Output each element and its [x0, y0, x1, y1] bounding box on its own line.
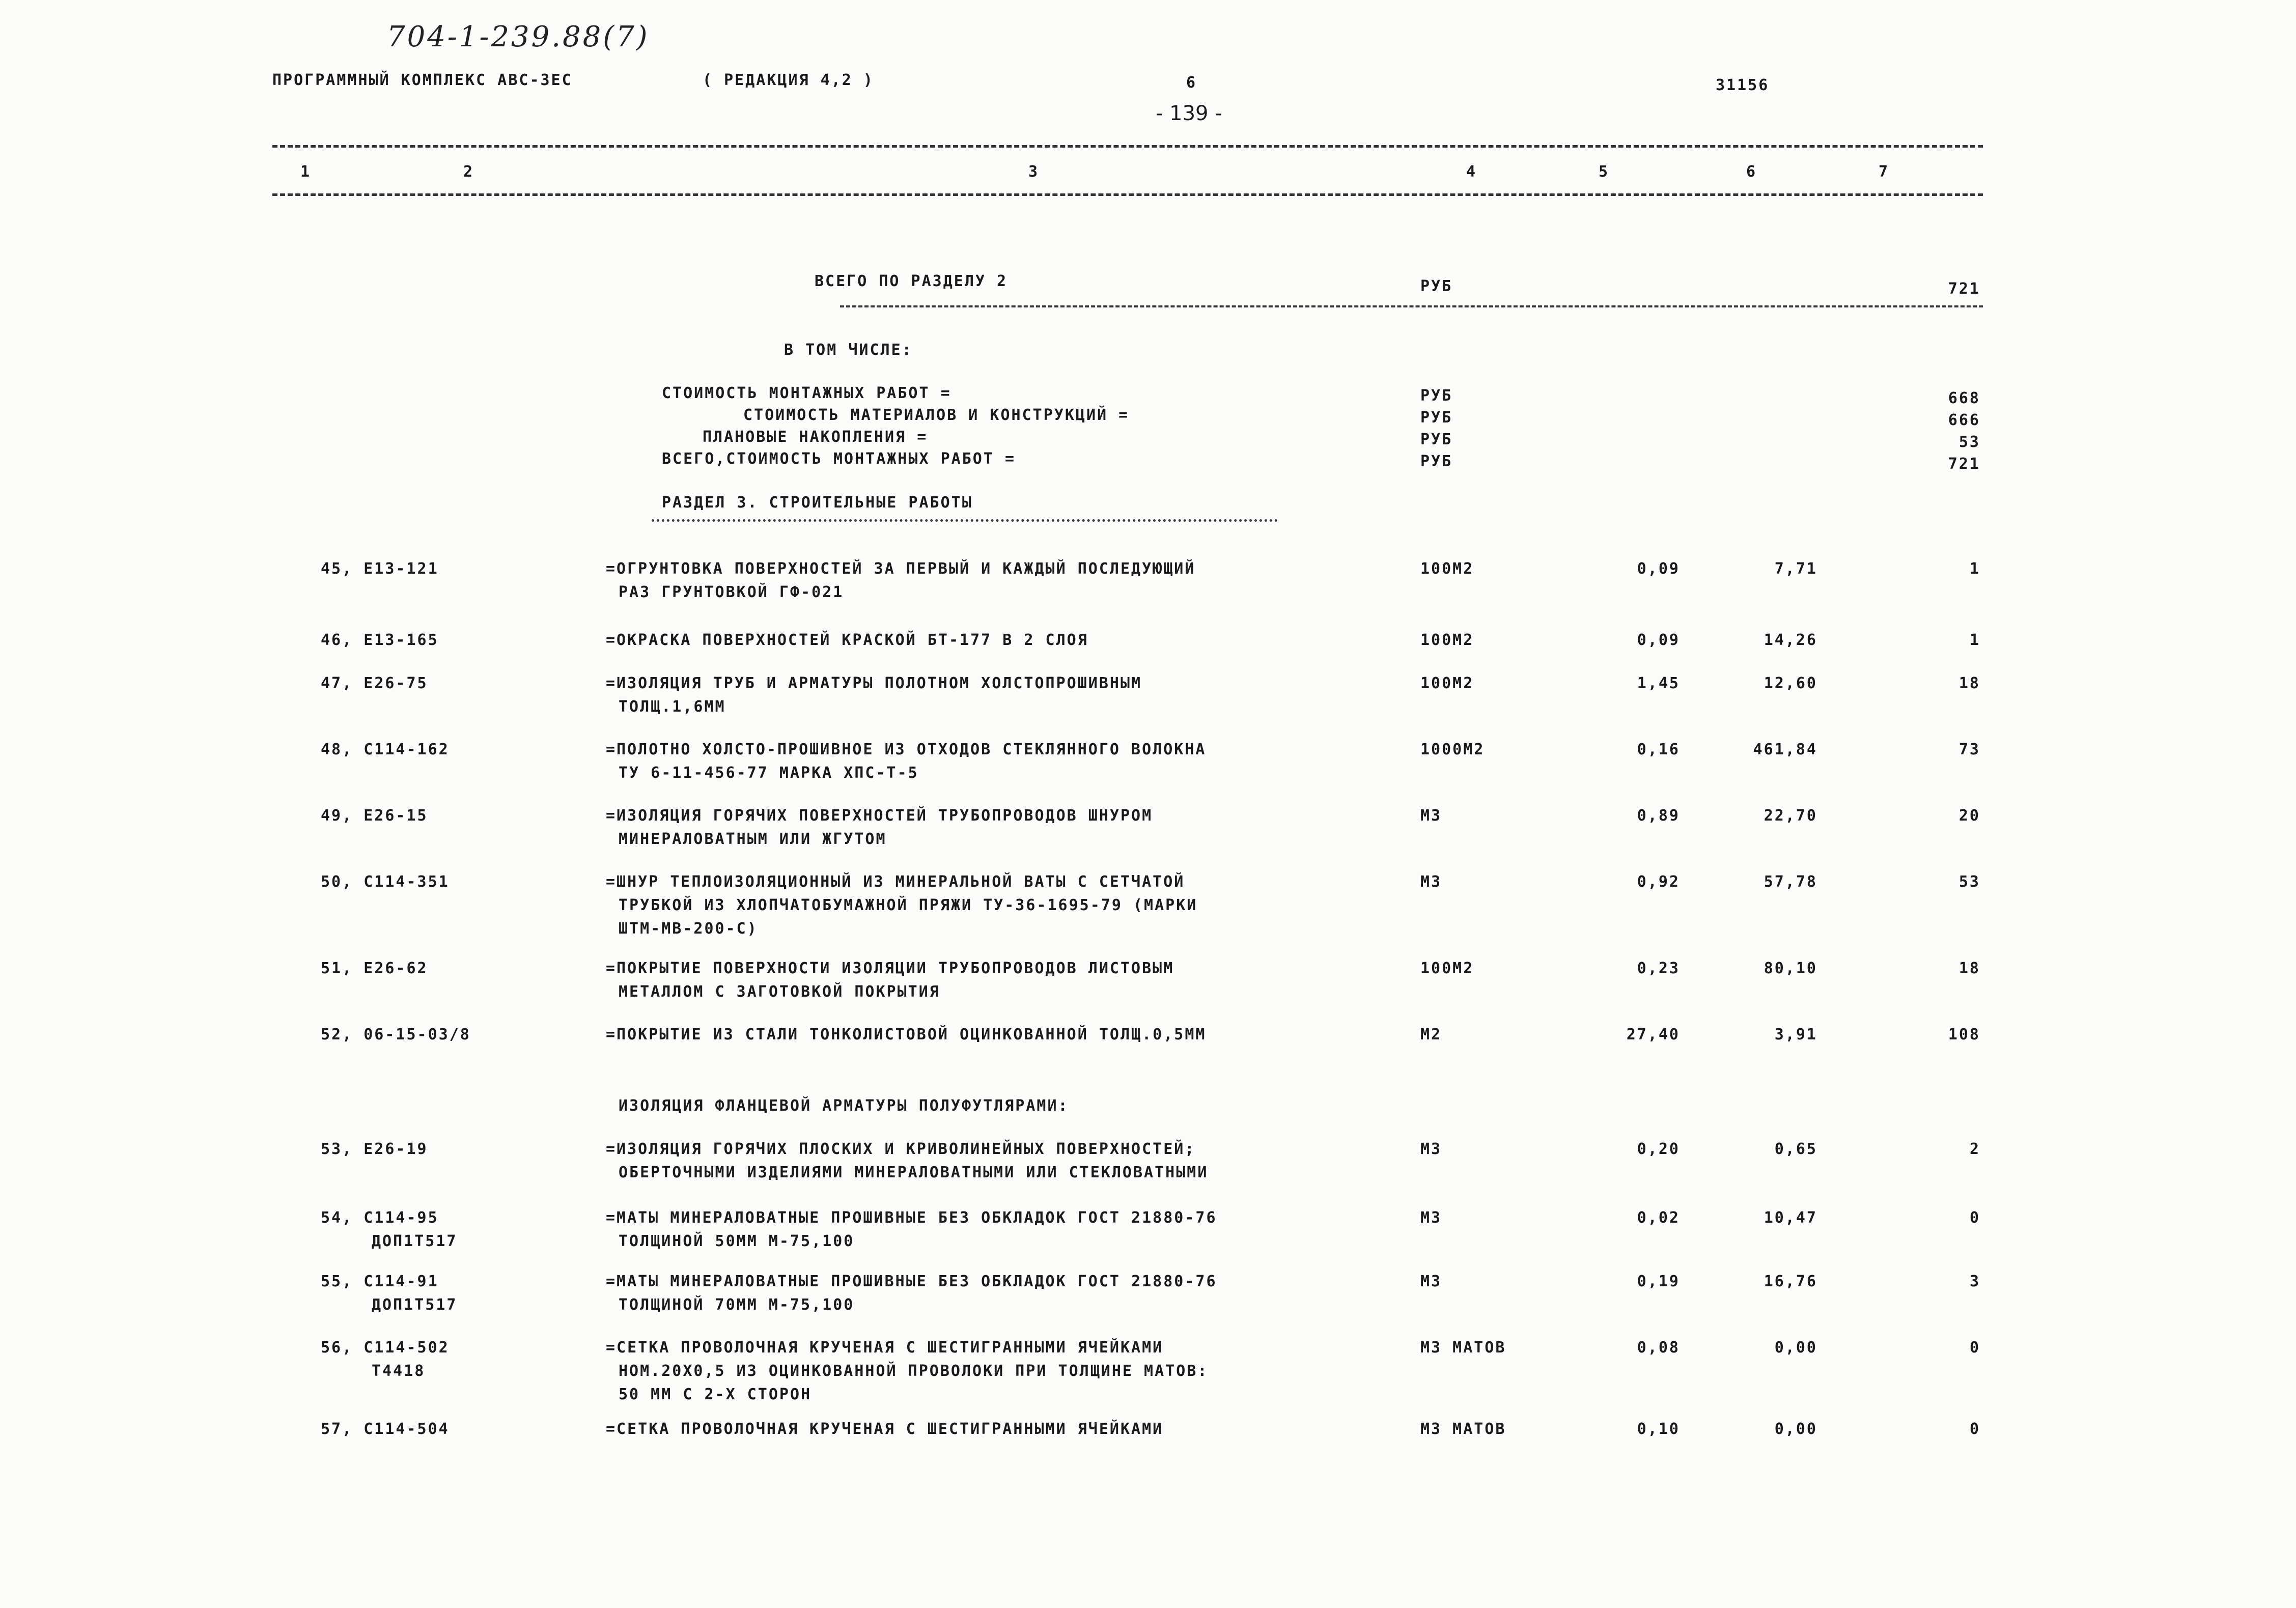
- item-unit: 100М2: [1420, 560, 1474, 578]
- section-title: РАЗДЕЛ 3. СТРОИТЕЛЬНЫЕ РАБОТЫ: [662, 494, 973, 512]
- column-number-5: 5: [1599, 163, 1608, 181]
- item-description-line: МИНЕРАЛОВАТНЫМ ИЛИ ЖГУТОМ: [619, 830, 887, 848]
- item-quantity: 0,09: [1637, 560, 1680, 578]
- item-unit: 100М2: [1420, 631, 1474, 649]
- section-total-value: 721: [1948, 280, 1980, 298]
- item-quantity: 0,92: [1637, 873, 1680, 891]
- item-quantity: 27,40: [1626, 1026, 1680, 1043]
- item-code: 45, Е13-121: [321, 560, 439, 578]
- header-rule-bottom: [272, 193, 1983, 196]
- item-code: 49, Е26-15: [321, 807, 428, 825]
- item-description-line: ТРУБКОЙ ИЗ ХЛОПЧАТОБУМАЖНОЙ ПРЯЖИ ТУ-36-1695-79 (МАРКИ: [619, 896, 1198, 914]
- item-code: 47, Е26-75: [321, 674, 428, 692]
- item-code-supplement: ДОП1Т517: [372, 1232, 458, 1250]
- summary-line-total-unit: РУБ: [1420, 453, 1453, 470]
- item-unit-price: 0,65: [1774, 1140, 1817, 1158]
- item-description-line: =ШНУР ТЕПЛОИЗОЛЯЦИОННЫЙ ИЗ МИНЕРАЛЬНОЙ ВАТЫ С СЕТЧАТОЙ: [606, 873, 1185, 891]
- item-unit: М3: [1420, 1209, 1442, 1227]
- item-quantity: 0,02: [1637, 1209, 1680, 1227]
- item-total: 3: [1969, 1273, 1980, 1290]
- item-unit-price: 16,76: [1763, 1273, 1817, 1290]
- item-code: 57, С114-504: [321, 1420, 450, 1438]
- item-unit-price: 461,84: [1753, 741, 1817, 758]
- item-code: 54, С114-95: [321, 1209, 439, 1227]
- summary-line-materials-value: 666: [1948, 411, 1980, 429]
- summary-line-savings-value: 53: [1958, 433, 1980, 451]
- item-total: 18: [1958, 674, 1980, 692]
- section-total-label: ВСЕГО ПО РАЗДЕЛУ 2: [815, 272, 1008, 290]
- item-total: 53: [1958, 873, 1980, 891]
- item-unit-price: 80,10: [1763, 960, 1817, 977]
- program-name: ПРОГРАММНЫЙ КОМПЛЕКС АВС-3ЕС: [272, 71, 573, 89]
- item-code: 46, Е13-165: [321, 631, 439, 649]
- summary-line-savings-unit: РУБ: [1420, 431, 1453, 448]
- column-number-2: 2: [463, 163, 473, 181]
- edition-label: ( РЕДАКЦИЯ 4,2 ): [703, 71, 874, 89]
- item-code: 52, 06-15-03/8: [321, 1026, 471, 1043]
- item-unit: 1000М2: [1420, 741, 1485, 758]
- item-unit: 100М2: [1420, 960, 1474, 977]
- item-quantity: 0,89: [1637, 807, 1680, 825]
- item-description-line: =МАТЫ МИНЕРАЛОВАТНЫЕ ПРОШИВНЫЕ БЕЗ ОБКЛАДОК ГОСТ 21880-76: [606, 1273, 1217, 1290]
- item-code: 51, Е26-62: [321, 960, 428, 977]
- item-code-supplement: ДОП1Т517: [372, 1296, 458, 1314]
- item-unit-price: 22,70: [1763, 807, 1817, 825]
- item-description-line: 50 ММ С 2-Х СТОРОН: [619, 1386, 812, 1403]
- summary-line-installation: СТОИМОСТЬ МОНТАЖНЫХ РАБОТ =: [662, 384, 951, 402]
- summary-line-installation-value: 668: [1948, 389, 1980, 407]
- item-unit: М3: [1420, 1273, 1442, 1290]
- item-unit-price: 0,00: [1774, 1339, 1817, 1357]
- handwritten-archive-code: 704-1-239.88(7): [387, 20, 650, 53]
- item-description-line: =ИЗОЛЯЦИЯ ТРУБ И АРМАТУРЫ ПОЛОТНОМ ХОЛСТОПРОШИВНЫМ: [606, 674, 1142, 692]
- page-number: - 139 -: [1156, 102, 1222, 125]
- item-description-line: =ПОКРЫТИЕ ИЗ СТАЛИ ТОНКОЛИСТОВОЙ ОЦИНКОВАННОЙ ТОЛЩ.0,5ММ: [606, 1026, 1207, 1043]
- item-total: 1: [1969, 560, 1980, 578]
- column-number-3: 3: [1028, 163, 1038, 181]
- item-total: 0: [1969, 1420, 1980, 1438]
- column-number-4: 4: [1466, 163, 1476, 181]
- item-total: 18: [1958, 960, 1980, 977]
- header-rule-top: [272, 145, 1983, 148]
- item-code: 50, С114-351: [321, 873, 450, 891]
- item-description-line: =МАТЫ МИНЕРАЛОВАТНЫЕ ПРОШИВНЫЕ БЕЗ ОБКЛАДОК ГОСТ 21880-76: [606, 1209, 1217, 1227]
- item-description-line: =ПОКРЫТИЕ ПОВЕРХНОСТИ ИЗОЛЯЦИИ ТРУБОПРОВОДОВ ЛИСТОВЫМ: [606, 960, 1174, 977]
- item-description-line: =СЕТКА ПРОВОЛОЧНАЯ КРУЧЕНАЯ С ШЕСТИГРАННЫМИ ЯЧЕЙКАМИ: [606, 1420, 1164, 1438]
- summary-line-installation-unit: РУБ: [1420, 387, 1453, 405]
- item-description-line: =ПОЛОТНО ХОЛСТО-ПРОШИВНОЕ ИЗ ОТХОДОВ СТЕКЛЯННОГО ВОЛОКНА: [606, 741, 1207, 758]
- item-description-line: =СЕТКА ПРОВОЛОЧНАЯ КРУЧЕНАЯ С ШЕСТИГРАННЫМИ ЯЧЕЙКАМИ: [606, 1339, 1164, 1357]
- item-unit: М3 МАТОВ: [1420, 1339, 1506, 1357]
- item-description-line: =ОКРАСКА ПОВЕРХНОСТЕЙ КРАСКОЙ БТ-177 В 2 СЛОЯ: [606, 631, 1088, 649]
- summary-line-total-value: 721: [1948, 455, 1980, 473]
- item-unit-price: 7,71: [1774, 560, 1817, 578]
- section-total-underline: [840, 305, 1983, 307]
- item-total: 0: [1969, 1209, 1980, 1227]
- item-description-line: МЕТАЛЛОМ С ЗАГОТОВКОЙ ПОКРЫТИЯ: [619, 983, 940, 1001]
- item-quantity: 1,45: [1637, 674, 1680, 692]
- item-description-line: ТОЛЩИНОЙ 70ММ М-75,100: [619, 1296, 855, 1314]
- item-unit-price: 3,91: [1774, 1026, 1817, 1043]
- item-unit: М2: [1420, 1026, 1442, 1043]
- item-description-line: ТУ 6-11-456-77 МАРКА ХПС-Т-5: [619, 764, 919, 782]
- item-code: 55, С114-91: [321, 1273, 439, 1290]
- item-code: 53, Е26-19: [321, 1140, 428, 1158]
- column-number-6: 6: [1746, 163, 1756, 181]
- item-description-line: ТОЛЩИНОЙ 50ММ М-75,100: [619, 1232, 855, 1250]
- item-quantity: 0,16: [1637, 741, 1680, 758]
- document-number: 31156: [1716, 76, 1770, 94]
- item-unit: М3: [1420, 873, 1442, 891]
- item-total: 2: [1969, 1140, 1980, 1158]
- item-quantity: 0,10: [1637, 1420, 1680, 1438]
- item-total: 0: [1969, 1339, 1980, 1357]
- item-unit: М3: [1420, 807, 1442, 825]
- item-unit-price: 0,00: [1774, 1420, 1817, 1438]
- item-total: 108: [1948, 1026, 1980, 1043]
- item-quantity: 0,20: [1637, 1140, 1680, 1158]
- item-quantity: 0,08: [1637, 1339, 1680, 1357]
- item-unit-price: 10,47: [1763, 1209, 1817, 1227]
- section-title-underline: [652, 519, 1278, 522]
- item-code: 48, С114-162: [321, 741, 450, 758]
- including-label: В ТОМ ЧИСЛЕ:: [784, 341, 913, 359]
- item-description-line: РАЗ ГРУНТОВКОЙ ГФ-021: [619, 583, 844, 601]
- item-unit-price: 14,26: [1763, 631, 1817, 649]
- item-description-line: ШТМ-МВ-200-С): [619, 920, 758, 938]
- item-description-line: ОБЕРТОЧНЫМИ ИЗДЕЛИЯМИ МИНЕРАЛОВАТНЫМИ ИЛИ СТЕКЛОВАТНЫМИ: [619, 1164, 1209, 1181]
- item-description-line: =ИЗОЛЯЦИЯ ГОРЯЧИХ ПОВЕРХНОСТЕЙ ТРУБОПРОВОДОВ ШНУРОМ: [606, 807, 1153, 825]
- subheading: ИЗОЛЯЦИЯ ФЛАНЦЕВОЙ АРМАТУРЫ ПОЛУФУТЛЯРАМИ:: [619, 1097, 1069, 1115]
- item-code: 56, С114-502: [321, 1339, 450, 1357]
- item-unit-price: 57,78: [1763, 873, 1817, 891]
- section-total-unit: РУБ: [1420, 277, 1453, 295]
- column-number-7: 7: [1879, 163, 1888, 181]
- item-description-line: =ИЗОЛЯЦИЯ ГОРЯЧИХ ПЛОСКИХ И КРИВОЛИНЕЙНЫХ ПОВЕРХНОСТЕЙ;: [606, 1140, 1196, 1158]
- summary-line-total: ВСЕГО,СТОИМОСТЬ МОНТАЖНЫХ РАБОТ =: [662, 450, 1016, 468]
- item-quantity: 0,23: [1637, 960, 1680, 977]
- item-quantity: 0,09: [1637, 631, 1680, 649]
- summary-line-savings: ПЛАНОВЫЕ НАКОПЛЕНИЯ =: [703, 428, 928, 446]
- item-description-line: ТОЛЩ.1,6ММ: [619, 698, 726, 716]
- item-total: 20: [1958, 807, 1980, 825]
- item-unit: М3: [1420, 1140, 1442, 1158]
- summary-line-materials: СТОИМОСТЬ МАТЕРИАЛОВ И КОНСТРУКЦИЙ =: [743, 406, 1130, 424]
- item-unit-price: 12,60: [1763, 674, 1817, 692]
- item-total: 1: [1969, 631, 1980, 649]
- item-quantity: 0,19: [1637, 1273, 1680, 1290]
- item-unit: М3 МАТОВ: [1420, 1420, 1506, 1438]
- item-code-supplement: Т4418: [372, 1362, 426, 1380]
- sheet-mark: 6: [1186, 74, 1197, 92]
- summary-line-materials-unit: РУБ: [1420, 409, 1453, 427]
- column-number-1: 1: [300, 163, 310, 181]
- item-total: 73: [1958, 741, 1980, 758]
- item-description-line: =ОГРУНТОВКА ПОВЕРХНОСТЕЙ ЗА ПЕРВЫЙ И КАЖДЫЙ ПОСЛЕДУЮЩИЙ: [606, 560, 1196, 578]
- item-description-line: НОМ.20Х0,5 ИЗ ОЦИНКОВАННОЙ ПРОВОЛОКИ ПРИ ТОЛЩИНЕ МАТОВ:: [619, 1362, 1209, 1380]
- item-unit: 100М2: [1420, 674, 1474, 692]
